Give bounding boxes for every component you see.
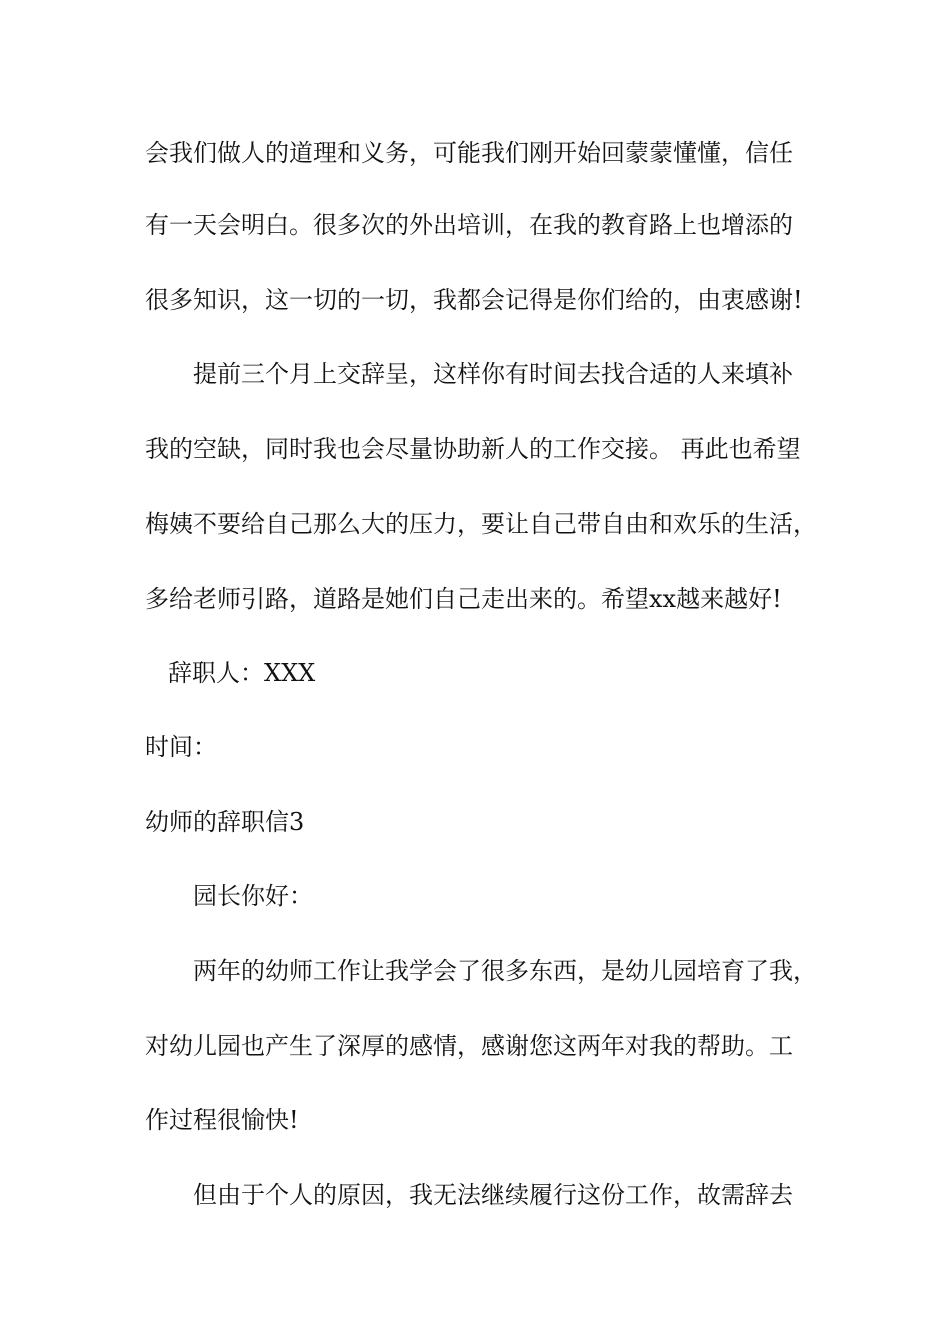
body-line: 有一天会明白。很多次的外出培训，在我的教育路上也增添的 [145,211,793,239]
body-line: 会我们做人的道理和义务，可能我们刚开始回蒙蒙懂懂，信任 [145,139,793,167]
body-line: 我的空缺，同时我也会尽量协助新人的工作交接。 再此也希望 [145,435,801,463]
signature-line: 辞职人：XXX [168,659,316,687]
paragraph-first-line: 两年的幼师工作让我学会了很多东西，是幼儿园培育了我， [193,957,817,985]
body-line: 多给老师引路，道路是她们自己走出来的。希望xx越来越好! [145,585,782,613]
body-line: 对幼儿园也产生了深厚的感情，感谢您这两年对我的帮助。工 [145,1032,793,1060]
date-line: 时间： [145,733,217,761]
body-line: 很多知识，这一切的一切，我都会记得是你们给的，由衷感谢! [145,286,803,314]
paragraph-first-line: 但由于个人的原因，我无法继续履行这份工作，故需辞去 [193,1181,793,1209]
body-line: 梅姨不要给自己那么大的压力，要让自己带自由和欢乐的生活， [145,510,817,538]
letter-title: 幼师的辞职信3 [145,808,305,836]
salutation: 园长你好： [193,882,313,910]
paragraph-first-line: 提前三个月上交辞呈，这样你有时间去找合适的人来填补 [193,360,793,388]
body-line: 作过程很愉快! [145,1106,299,1134]
